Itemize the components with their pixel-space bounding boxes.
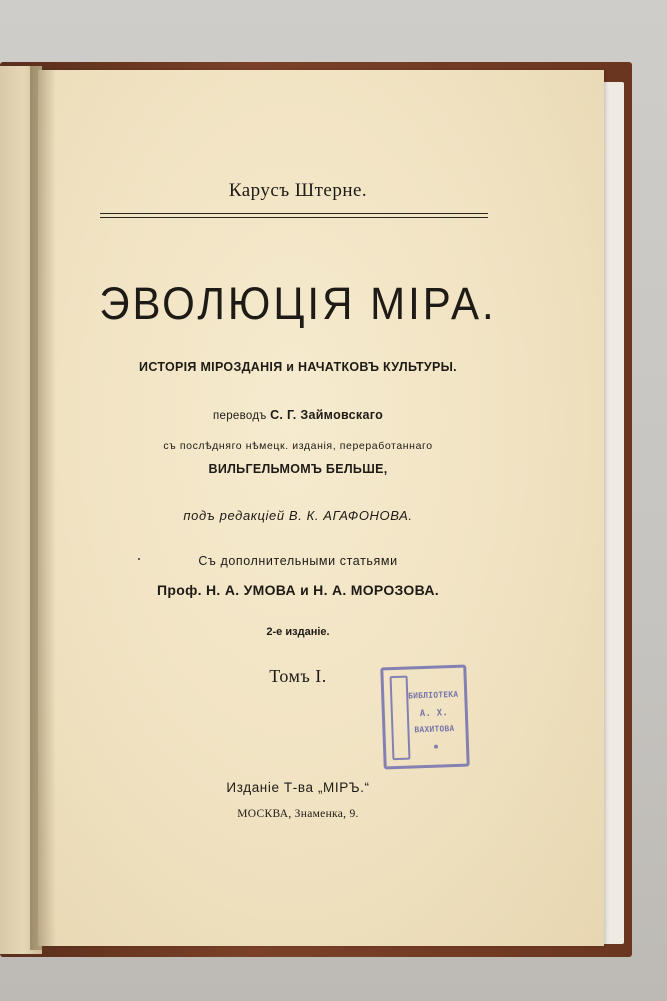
reworker-name: ВИЛЬГЕЛЬМОМЪ БЕЛЬШЕ,: [208, 462, 388, 476]
translator-line: [38, 408, 558, 422]
gutter-shadow: [30, 66, 56, 950]
book-title: ЭВОЛЮЦІЯ МІРА.: [99, 278, 497, 329]
editor-line: подъ редакціей В. К. АГАФОНОВА.: [183, 508, 413, 523]
edition-note: съ послѣдняго нѣмецк. изданія, переработаннаго: [163, 440, 433, 452]
additional-articles-line: Съ дополнительными статьями: [198, 554, 398, 568]
professors-line: Проф. Н. А. УМОВА и Н. А. МОРОЗОВА.: [157, 582, 439, 598]
book-subtitle: ИСТОРІЯ МІРОЗДАНІЯ и НАЧАТКОВЪ КУЛЬТУРЫ.: [139, 360, 457, 374]
city-address-line: МОСКВА, Знаменка, 9.: [237, 808, 359, 820]
stamp-line-3: ВАХИТОВА: [414, 723, 455, 735]
title-page: [38, 70, 604, 946]
library-stamp: [380, 665, 470, 770]
translation-prefix: переводъ: [212, 410, 267, 422]
stamp-line-1: БИБЛІОТЕКА: [408, 689, 459, 701]
stamp-dot-icon: [434, 745, 438, 749]
stamp-line-2: А. Х.: [419, 708, 449, 720]
edition-number: 2-е изданіе.: [266, 626, 330, 638]
translator-name: С. Г. Займовскаго: [270, 408, 384, 422]
publisher-line: Изданіе Т-ва „МІРЪ.“: [226, 780, 370, 795]
double-rule-divider: [100, 213, 488, 218]
author-name: Карусъ Штерне.: [228, 180, 368, 201]
volume-number: Томъ I.: [269, 666, 327, 686]
